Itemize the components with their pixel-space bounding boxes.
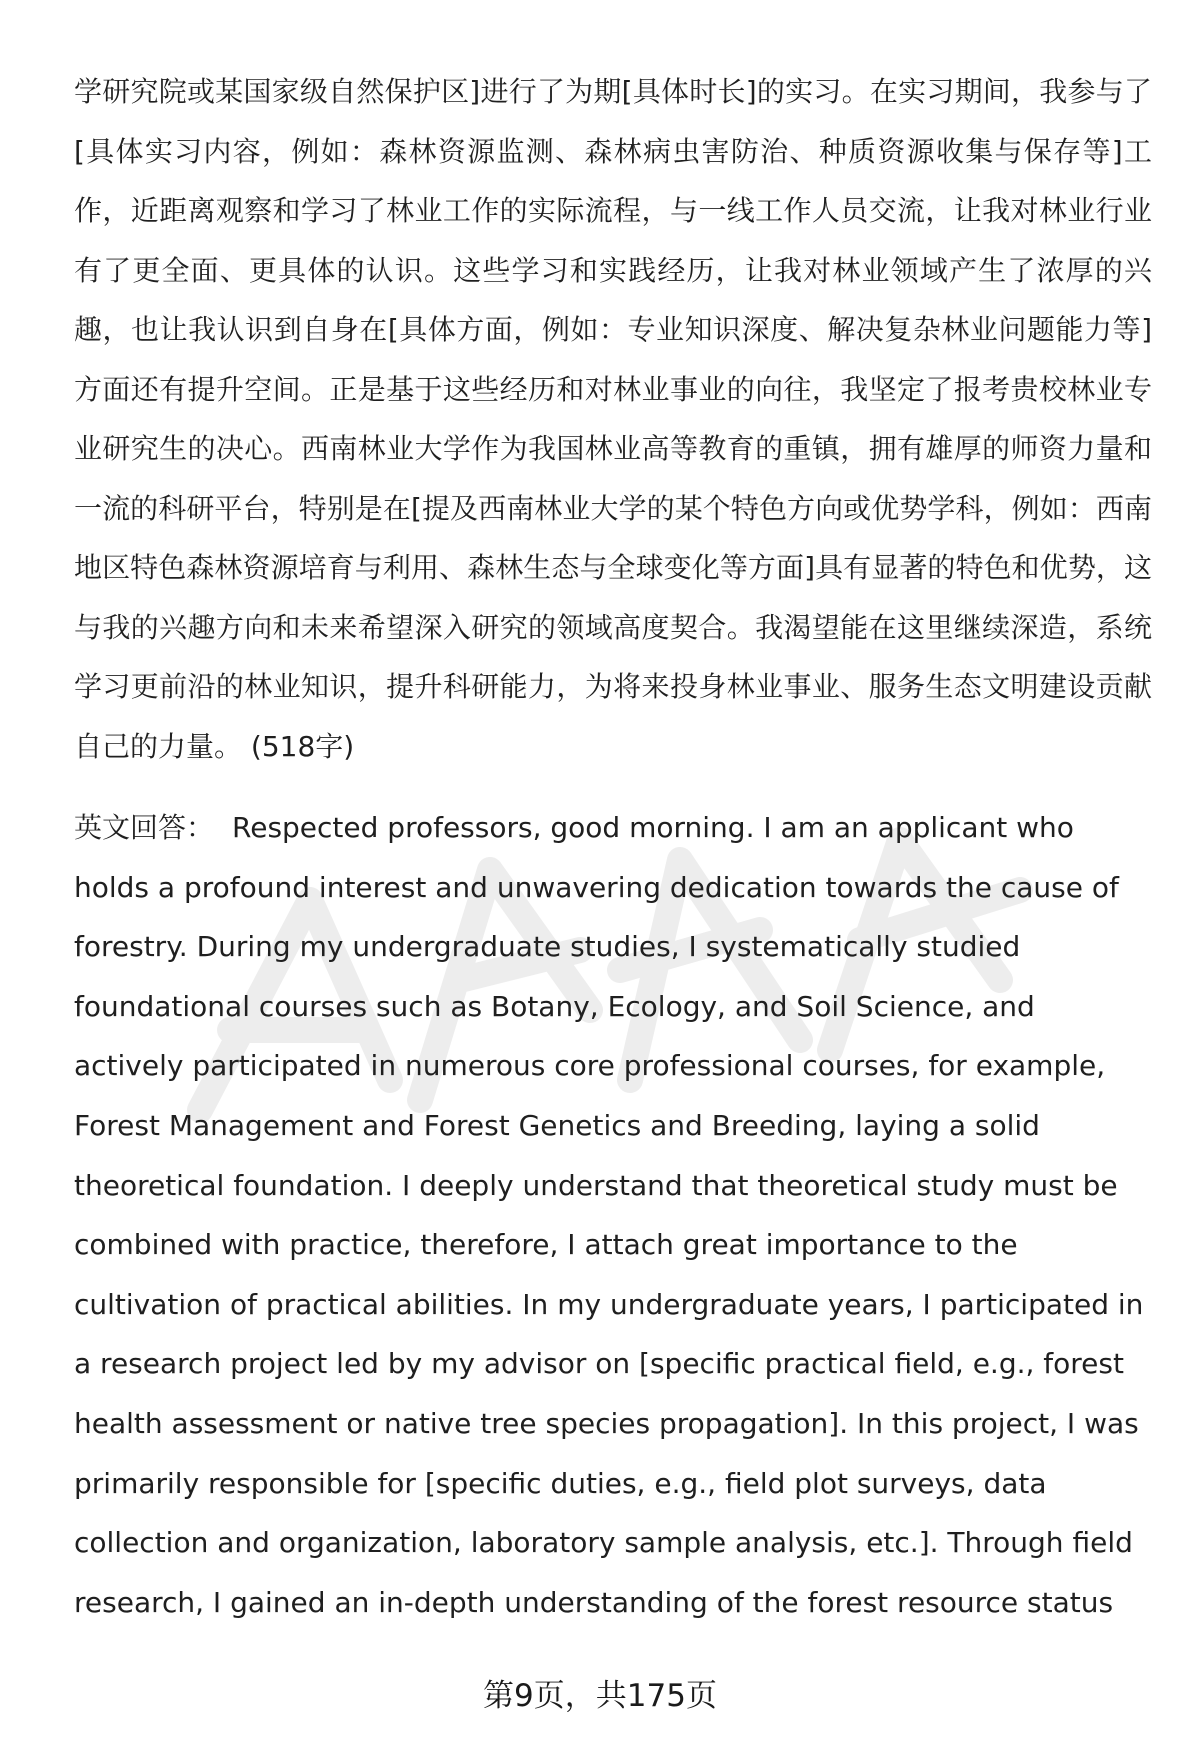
english-answer-paragraph [74,798,1152,1632]
page-content [74,62,1152,1632]
english-answer-label: 英文回答： [74,811,215,844]
english-answer-text: Respected professors, good morning. I am an applicant who holds a profound interest and unwavering dedication towards the cause of forestry. During my undergraduate studies, I systematically studied foundational courses such as Botany, Ecology, and Soil Science, and actively participated in numerous core professional courses, for example, Forest Management and Forest Genetics and Breeding, laying a solid theoretical foundation. I deeply understand that theoretical study must be combined with practice, therefore, I attach great importance to the cultivation of practical abilities. In my undergraduate years, I participated in a research project led by my advisor on [specific practical field, e.g., forest health assessment or native tree species propagation]. In this project, I was primarily responsible for [specific duties, e.g., field plot surveys, data collection and organization, laboratory sample analysis, etc.]. Through field research, I gained an in-depth understanding of the forest resource status [74,811,1144,1619]
page-number-footer: 第9页，共175页 [483,1678,717,1714]
chinese-answer-paragraph: 学研究院或某国家级自然保护区]进行了为期[具体时长]的实习。在实习期间，我参与了[具体实习内容，例如：森林资源监测、森林病虫害防治、种质资源收集与保存等]工作，近距离观察和学习了林业工作的实际流程，与一线工作人员交流，让我对林业行业有了更全面、更具体的认识。这些学习和实践经历，让我对林业领域产生了浓厚的兴趣，也让我认识到自身在[具体方面，例如：专业知识深度、解决复杂林业问题能力等]方面还有提升空间。正是基于这些经历和对林业事业的向往，我坚定了报考贵校林业专业研究生的决心。西南林业大学作为我国林业高等教育的重镇，拥有雄厚的师资力量和一流的科研平台，特别是在[提及西南林业大学的某个特色方向或优势学科，例如：西南地区特色森林资源培育与利用、森林生态与全球变化等方面]具有显著的特色和优势，这与我的兴趣方向和未来希望深入研究的领域高度契合。我渴望能在这里继续深造，系统学习更前沿的林业知识，提升科研能力，为将来投身林业事业、服务生态文明建设贡献自己的力量。 (518字) [74,75,1152,763]
